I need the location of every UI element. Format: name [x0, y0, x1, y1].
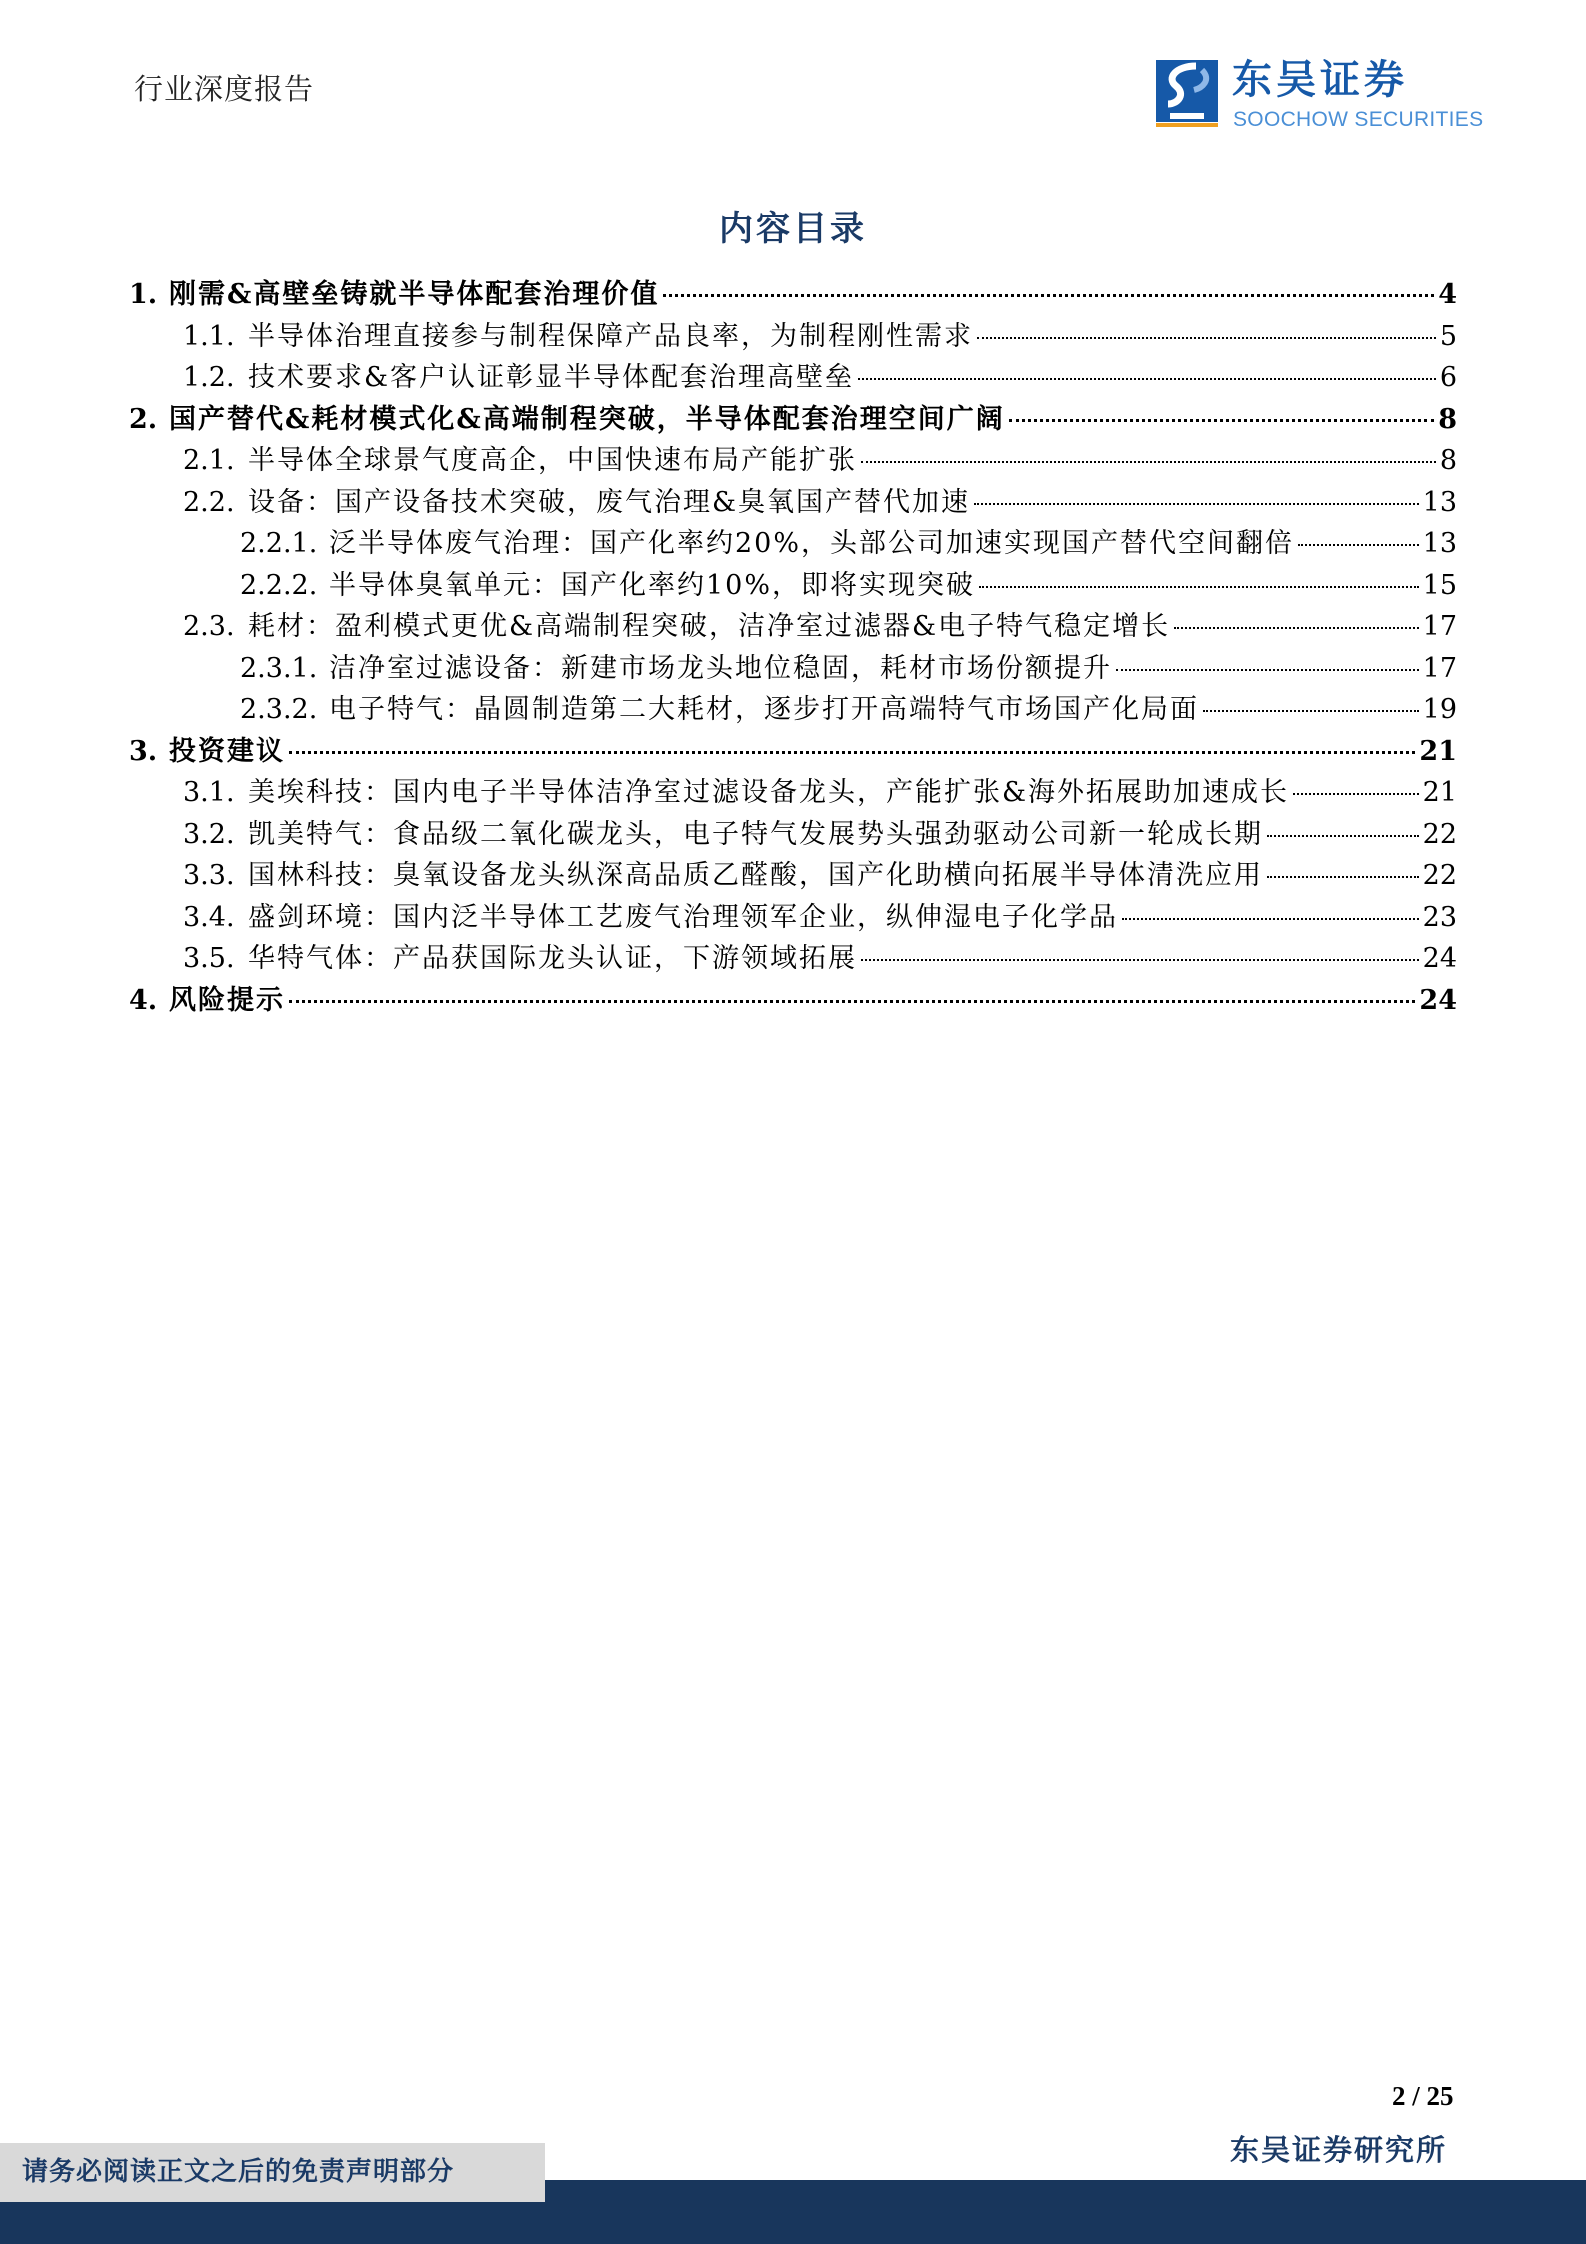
toc-entry-page[interactable]: 15 — [1422, 569, 1457, 601]
toc-entry-number: 4. — [129, 984, 158, 1016]
toc-dot-leader — [289, 1000, 1415, 1003]
toc-entry-number: 2. — [129, 403, 158, 435]
page-indicator: 2 / 25 — [1392, 2081, 1454, 2111]
toc-entry-number: 2.2.1. — [240, 528, 318, 559]
toc-dot-leader — [1298, 544, 1419, 546]
toc-entry-number: 3. — [129, 735, 158, 767]
toc-entry-page[interactable]: 22 — [1422, 860, 1457, 891]
report-type-label: 行业深度报告 — [134, 72, 315, 106]
toc-entry-title[interactable]: 半导体治理直接参与制程保障产品良率，为制程刚性需求 — [248, 320, 973, 352]
toc-entry-title[interactable]: 耗材：盈利模式更优&高端制程突破，洁净室过滤器&电子特气稳定增长 — [248, 611, 1171, 642]
toc-entry[interactable] — [183, 486, 1457, 522]
toc-entry-title[interactable]: 盛剑环境：国内泛半导体工艺废气治理领军企业，纵伸湿电子化学品 — [248, 901, 1118, 933]
toc-entry-page[interactable]: 13 — [1422, 486, 1457, 518]
toc-dot-leader — [289, 751, 1415, 754]
toc-entry-number: 2.2. — [183, 486, 235, 518]
toc-entry-title[interactable]: 半导体臭氧单元：国产化率约10%，即将实现突破 — [329, 569, 976, 601]
toc-entry[interactable] — [183, 444, 1457, 480]
toc-entry[interactable] — [183, 361, 1457, 397]
toc-entry-page[interactable]: 17 — [1422, 611, 1457, 642]
toc-entry-title[interactable]: 洁净室过滤设备：新建市场龙头地位稳固，耗材市场份额提升 — [329, 652, 1112, 684]
toc-entry[interactable] — [183, 901, 1457, 937]
toc-entry-page[interactable]: 23 — [1422, 901, 1457, 933]
toc-dot-leader — [977, 337, 1436, 339]
toc-entry-title[interactable]: 凯美特气：食品级二氧化碳龙头，电子特气发展势头强劲驱动公司新一轮成长期 — [248, 818, 1263, 850]
toc-entry-page[interactable]: 4 — [1438, 279, 1457, 310]
toc-entry[interactable] — [183, 859, 1457, 895]
disclaimer-box — [0, 2143, 545, 2202]
toc-entry-title[interactable]: 美埃科技：国内电子半导体洁净室过滤设备龙头，产能扩张&海外拓展助加速成长 — [248, 777, 1290, 808]
toc-dot-leader — [858, 378, 1436, 380]
toc-entry-page[interactable]: 8 — [1439, 445, 1457, 476]
toc-entry-title[interactable]: 投资建议 — [169, 735, 285, 767]
toc-entry[interactable] — [129, 278, 1457, 314]
toc-entry[interactable] — [183, 610, 1457, 646]
toc-entry-title[interactable]: 国林科技：臭氧设备龙头纵深高品质乙醛酸，国产化助横向拓展半导体清洗应用 — [248, 860, 1263, 891]
toc-entry-title[interactable]: 刚需&高壁垒铸就半导体配套治理价值 — [169, 279, 660, 310]
toc-entry-title[interactable]: 泛半导体废气治理：国产化率约20%，头部公司加速实现国产替代空间翻倍 — [329, 528, 1295, 559]
toc-entry-page[interactable]: 8 — [1438, 403, 1457, 435]
toc-title: 内容目录 — [719, 209, 867, 249]
toc-entry[interactable] — [183, 320, 1457, 356]
toc-entry-page[interactable]: 24 — [1422, 943, 1457, 974]
toc-dot-leader — [1116, 669, 1419, 671]
toc-dot-leader — [979, 586, 1419, 588]
toc-entry-number: 2.2.2. — [240, 569, 318, 601]
toc-entry-number: 2.1. — [183, 445, 235, 476]
toc-dot-leader — [1293, 793, 1419, 795]
toc-entry-number: 3.2. — [183, 818, 235, 850]
toc-entry[interactable] — [183, 776, 1457, 812]
soochow-securities-logo — [1156, 57, 1484, 136]
toc-dot-leader — [663, 294, 1434, 297]
disclaimer-text: 请务必阅读正文之后的免责声明部分 — [22, 2157, 455, 2187]
logo-en-text: SOOCHOW SECURITIES — [1233, 108, 1484, 131]
toc-entry-number: 2.3.2. — [240, 694, 318, 725]
toc-entry[interactable] — [129, 403, 1457, 439]
toc-dot-leader — [1203, 710, 1419, 712]
toc-dot-leader — [1122, 918, 1419, 920]
toc-dot-leader — [861, 461, 1436, 463]
toc-entry-title[interactable]: 设备：国产设备技术突破，废气治理&臭氧国产替代加速 — [248, 486, 971, 518]
toc-entry-number: 3.3. — [183, 860, 235, 891]
toc-entry[interactable] — [240, 527, 1457, 563]
toc-entry-title[interactable]: 电子特气：晶圆制造第二大耗材，逐步打开高端特气市场国产化局面 — [329, 694, 1199, 725]
toc-entry-page[interactable]: 17 — [1422, 652, 1457, 684]
toc-dot-leader — [1267, 835, 1419, 837]
toc-entry-title[interactable]: 半导体全球景气度高企，中国快速布局产能扩张 — [248, 445, 857, 476]
toc-entry-title[interactable]: 风险提示 — [169, 984, 285, 1016]
toc-entry-page[interactable]: 21 — [1422, 777, 1457, 808]
toc-entry-number: 2.3.1. — [240, 652, 318, 684]
toc-entry[interactable] — [240, 652, 1457, 688]
toc-entry-number: 3.1. — [183, 777, 235, 808]
toc-entry-page[interactable]: 21 — [1419, 735, 1457, 767]
toc-entry[interactable] — [183, 818, 1457, 854]
toc-entry[interactable] — [240, 569, 1457, 605]
toc-entry[interactable] — [183, 942, 1457, 978]
toc-entry-page[interactable]: 5 — [1439, 320, 1457, 352]
toc-entry-page[interactable]: 22 — [1422, 818, 1457, 850]
toc-dot-leader — [1174, 627, 1419, 629]
toc-entry-number: 2.3. — [183, 611, 235, 642]
toc-entry-number: 1.2. — [183, 362, 235, 393]
toc-entry-title[interactable]: 华特气体：产品获国际龙头认证，下游领域拓展 — [248, 943, 857, 974]
toc-entry-number: 1.1. — [183, 320, 235, 352]
scs-logo-icon — [1156, 60, 1218, 128]
toc-dot-leader — [974, 503, 1419, 505]
toc-entry-page[interactable]: 19 — [1422, 694, 1457, 725]
toc-entry-title[interactable]: 技术要求&客户认证彰显半导体配套治理高壁垒 — [248, 362, 855, 393]
toc-entry[interactable] — [129, 984, 1457, 1020]
toc-entry-number: 1. — [129, 279, 158, 310]
institute-name: 东吴证券研究所 — [1230, 2133, 1448, 2167]
toc-dot-leader — [861, 959, 1419, 961]
logo-cn-text: 东吴证券 — [1232, 57, 1408, 103]
toc-entry-page[interactable]: 6 — [1439, 362, 1457, 393]
toc-dot-leader — [1267, 876, 1419, 878]
toc-dot-leader — [1009, 419, 1434, 422]
toc-entry-title[interactable]: 国产替代&耗材模式化&高端制程突破，半导体配套治理空间广阔 — [169, 403, 1005, 435]
toc-entry-number: 3.4. — [183, 901, 235, 933]
toc-entry[interactable] — [129, 735, 1457, 771]
toc-entry[interactable] — [240, 693, 1457, 729]
toc-entry-page[interactable]: 24 — [1419, 984, 1457, 1016]
toc-entry-number: 3.5. — [183, 943, 235, 974]
toc-entry-page[interactable]: 13 — [1422, 528, 1457, 559]
